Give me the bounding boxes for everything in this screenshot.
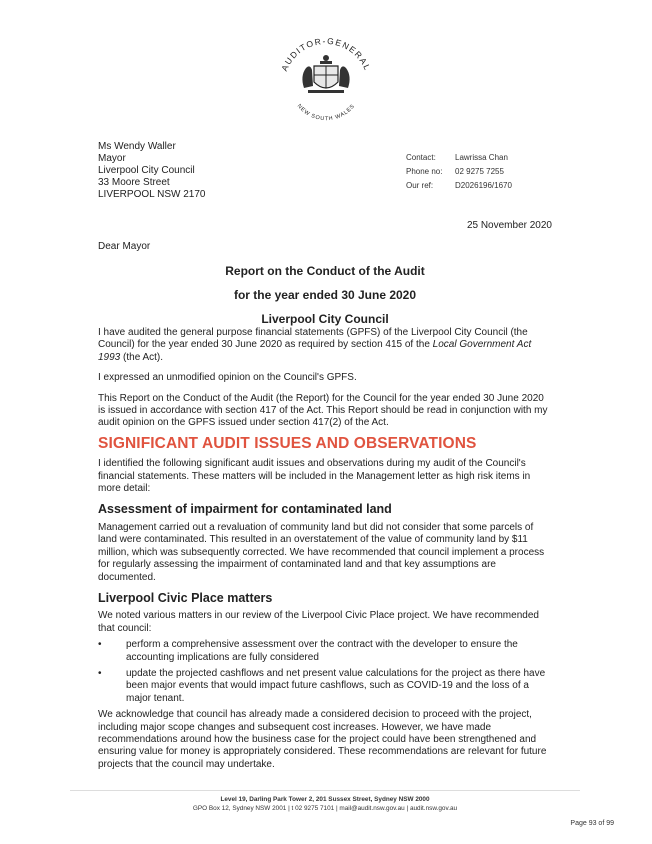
contact-row bbox=[406, 165, 512, 179]
address-line: 33 Moore Street bbox=[98, 177, 170, 188]
coat-of-arms-icon bbox=[302, 55, 349, 93]
title-line: for the year ended 30 June 2020 bbox=[233, 288, 417, 302]
list-item-text: update the projected cashflows and net present value calculations for the project as there have been major events that would impact future cashflows, such as COVID-19 and the loss of a major tenant. bbox=[126, 667, 546, 704]
address-line: Ms Wendy Waller bbox=[98, 141, 176, 152]
bullet-icon: • bbox=[98, 667, 102, 679]
list-item-text: perform a comprehensive assessment over the contract with the developer to ensure the accounting implications are fully considered bbox=[126, 639, 518, 663]
crest-top-text: AUDITOR-GENERAL bbox=[279, 35, 373, 73]
list-item bbox=[98, 639, 552, 664]
contact-row bbox=[406, 151, 512, 165]
paragraph-report-purpose: This Report on the Conduct of the Audit (the Report) for the Council for the year ended 30 June 2020 is issued in accordance with section 417 of the Act. This Report should be read in conjunction with my audit opinion on the GPFS issued under section 417(2) of the Act. bbox=[98, 392, 548, 429]
address-line: LIVERPOOL NSW 2170 bbox=[98, 189, 206, 200]
title-line: Report on the Conduct of the Audit bbox=[225, 264, 425, 278]
page-number: Page 93 of 99 bbox=[570, 820, 614, 827]
footer-address: Level 19, Darling Park Tower 2, 201 Sussex Street, Sydney NSW 2000 bbox=[220, 796, 430, 803]
letter-body bbox=[98, 327, 552, 779]
subheading-impairment: Assessment of impairment for contaminated land bbox=[98, 502, 392, 517]
contact-label: Phone no: bbox=[406, 167, 443, 176]
paragraph-civic-intro: We noted various matters in our review of the Liverpool Civic Place project. We have recommended that council: bbox=[98, 610, 539, 634]
auditor-general-crest bbox=[270, 28, 382, 140]
bullet-icon: • bbox=[98, 639, 102, 651]
paragraph-impairment: Management carried out a revaluation of community land but did not consider that some parcels of land were contaminated. This resulted in an overstatement of the value of community land by $11 million, which was subsequently corrected. We have recommended that council implement a process for regularly assessing the impairment of contaminated land and that key assumptions are documented. bbox=[98, 521, 545, 583]
subheading-civic-place: Liverpool Civic Place matters bbox=[98, 590, 273, 605]
page-footer bbox=[70, 790, 580, 813]
contact-label: Contact: bbox=[406, 153, 436, 162]
contact-value: 02 9275 7255 bbox=[455, 167, 504, 176]
paragraph-issues-intro: I identified the following significant audit issues and observations during my audit of the Council's financial statements. These matters will be included in the Management letter as high risk items in more detail: bbox=[98, 458, 531, 495]
title-line: Liverpool City Council bbox=[261, 312, 389, 326]
salutation: Dear Mayor bbox=[98, 241, 151, 252]
act-name: Local Government Act 1993 bbox=[98, 339, 532, 363]
contact-value: Lawrissa Chan bbox=[455, 153, 508, 162]
contact-details bbox=[406, 151, 512, 193]
paragraph-audit-scope: I have audited the general purpose financial statements (GPFS) of the Liverpool City Council (the Council) for the year ended 30 June 2020 as required by section 415 of the Local Government Act 1993 (the Act). bbox=[98, 327, 532, 363]
address-line: Liverpool City Council bbox=[98, 165, 195, 176]
address-line: Mayor bbox=[98, 153, 126, 164]
list-item bbox=[98, 668, 552, 705]
svg-text:NEW SOUTH WALES bbox=[296, 103, 357, 122]
contact-value: D2026196/1670 bbox=[455, 181, 512, 190]
letter-date: 25 November 2020 bbox=[466, 220, 552, 231]
crest-bottom-text: NEW SOUTH WALES bbox=[295, 103, 357, 123]
report-title bbox=[98, 259, 552, 331]
paragraph-acknowledgement: We acknowledge that council has already made a considered decision to proceed with the project, including major scope changes and subsequent cost increases. However, we have made recommendations around how the business case for the project could have been strengthened and ensuring value for money is appropriately considered. These recommendations are relevant for future projects that the council may undertake. bbox=[98, 709, 547, 770]
contact-row bbox=[406, 179, 512, 193]
section-heading: SIGNIFICANT AUDIT ISSUES AND OBSERVATIONS bbox=[98, 434, 477, 452]
paragraph-opinion: I expressed an unmodified opinion on the Council's GPFS. bbox=[98, 372, 357, 384]
contact-label: Our ref: bbox=[406, 181, 434, 190]
recipient-address bbox=[98, 141, 205, 201]
footer-contact: GPO Box 12, Sydney NSW 2001 | t 02 9275 7101 | mail@audit.nsw.gov.au | audit.nsw.gov.au bbox=[192, 805, 458, 812]
